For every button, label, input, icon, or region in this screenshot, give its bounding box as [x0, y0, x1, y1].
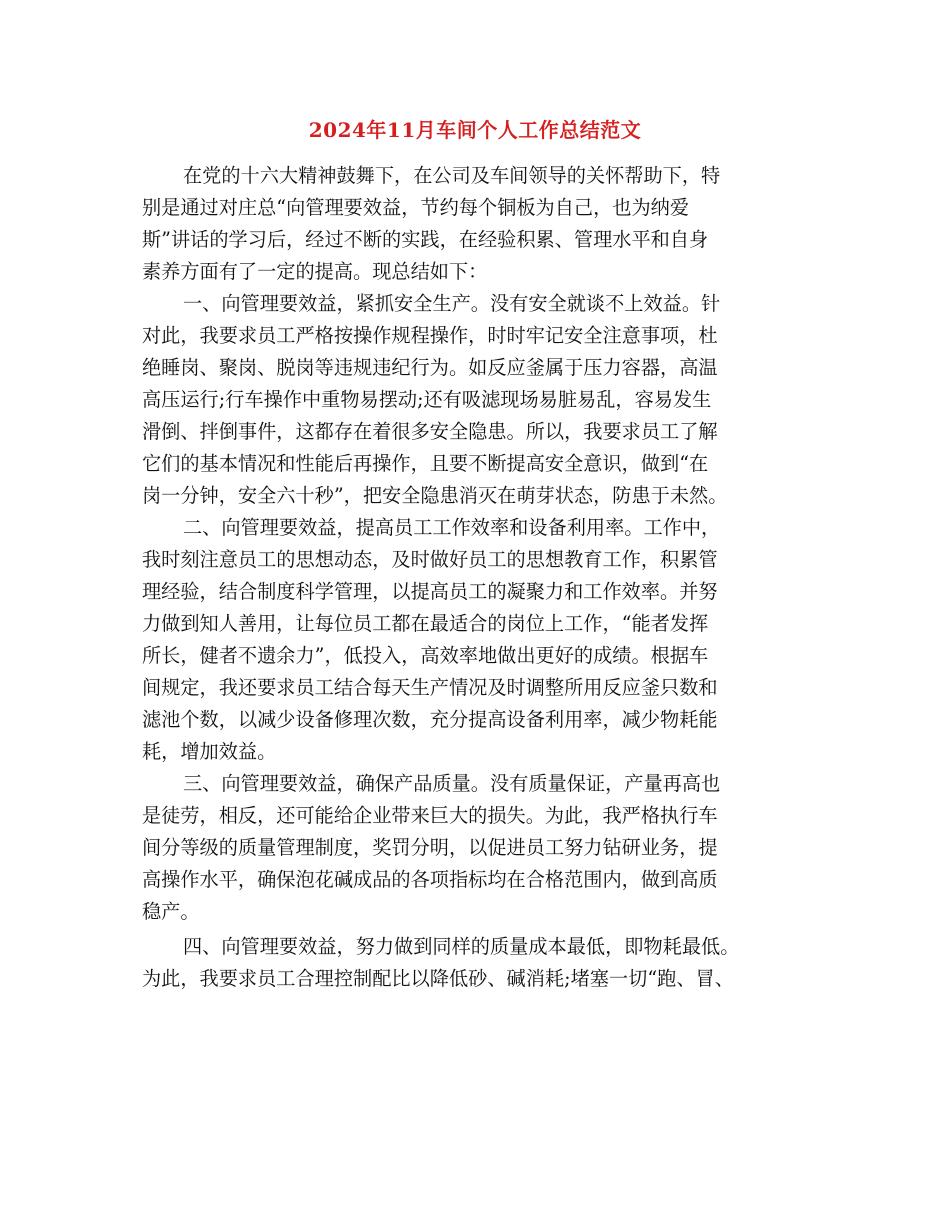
- text-line: 三、向管理要效益，确保产品质量。没有质量保证，产量再高也: [183, 772, 721, 795]
- text-line: 力做到知人善用，让每位员工都在最适合的岗位上工作，“能者发挥: [142, 612, 709, 635]
- text-line: 它们的基本情况和性能后再操作，且要不断提高安全意识，做到“在: [142, 452, 709, 475]
- paragraph-quality: [142, 768, 812, 928]
- text-line: 高操作水平，确保泡花碱成品的各项指标均在合格范围内，做到高质: [142, 868, 718, 891]
- text-line: 高压运行;行车操作中重物易摆动;还有吸滤现场易脏易乱，容易发生: [142, 388, 712, 411]
- text-line: 间规定，我还要求员工结合每天生产情况及时调整所用反应釜只数和: [142, 676, 718, 699]
- paragraph-cost: [142, 931, 812, 995]
- text-line: 滑倒、拌倒事件，这都存在着很多安全隐患。所以，我要求员工了解: [142, 420, 718, 443]
- text-line: 对此，我要求员工严格按操作规程操作，时时牢记安全注意事项，杜: [142, 324, 718, 347]
- text-line: 稳产。: [142, 900, 200, 923]
- text-line: 所长，健者不遗余力”，低投入，高效率地做出更好的成绩。根据车: [142, 644, 709, 667]
- paragraph-efficiency: [142, 512, 812, 768]
- text-line: 别是通过对庄总“向管理要效益，节约每个铜板为自己，也为纳爱: [142, 196, 690, 219]
- text-line: 滤池个数，以减少设备修理次数，充分提高设备利用率，减少物耗能: [142, 708, 718, 731]
- text-line: 四、向管理要效益，努力做到同样的质量成本最低，即物耗最低。: [183, 935, 740, 958]
- text-line: 理经验，结合制度科学管理，以提高员工的凝聚力和工作效率。并努: [142, 580, 718, 603]
- document-title: 2024年11月车间个人工作总结范文: [308, 118, 642, 142]
- text-line: 斯”讲话的学习后，经过不断的实践，在经验积累、管理水平和自身: [142, 228, 709, 251]
- document-body: [142, 160, 812, 995]
- text-line: 我时刻注意员工的思想动态，及时做好员工的思想教育工作，积累管: [142, 548, 718, 571]
- text-line: 在党的十六大精神鼓舞下，在公司及车间领导的关怀帮助下，特: [183, 164, 721, 187]
- text-line: 一、向管理要效益，紧抓安全生产。没有安全就谈不上效益。针: [183, 292, 721, 315]
- text-line: 素养方面有了一定的提高。现总结如下：: [142, 260, 488, 283]
- text-line: 间分等级的质量管理制度，奖罚分明，以促进员工努力钻研业务，提: [142, 836, 718, 859]
- text-line: 是徒劳，相反，还可能给企业带来巨大的损失。为此，我严格执行车: [142, 804, 718, 827]
- paragraph-safety: [142, 288, 812, 512]
- text-line: 二、向管理要效益，提高员工工作效率和设备利用率。工作中，: [183, 516, 721, 539]
- paragraph-intro: [142, 160, 812, 288]
- text-line: 耗，增加效益。: [142, 740, 277, 763]
- text-line: 绝睡岗、聚岗、脱岗等违规违纪行为。如反应釜属于压力容器，高温: [142, 356, 718, 379]
- text-line: 岗一分钟，安全六十秒”，把安全隐患消灭在萌芽状态，防患于未然。: [142, 484, 728, 507]
- text-line: 为此，我要求员工合理控制配比以降低砂、碱消耗;堵塞一切“跑、冒、: [142, 967, 734, 990]
